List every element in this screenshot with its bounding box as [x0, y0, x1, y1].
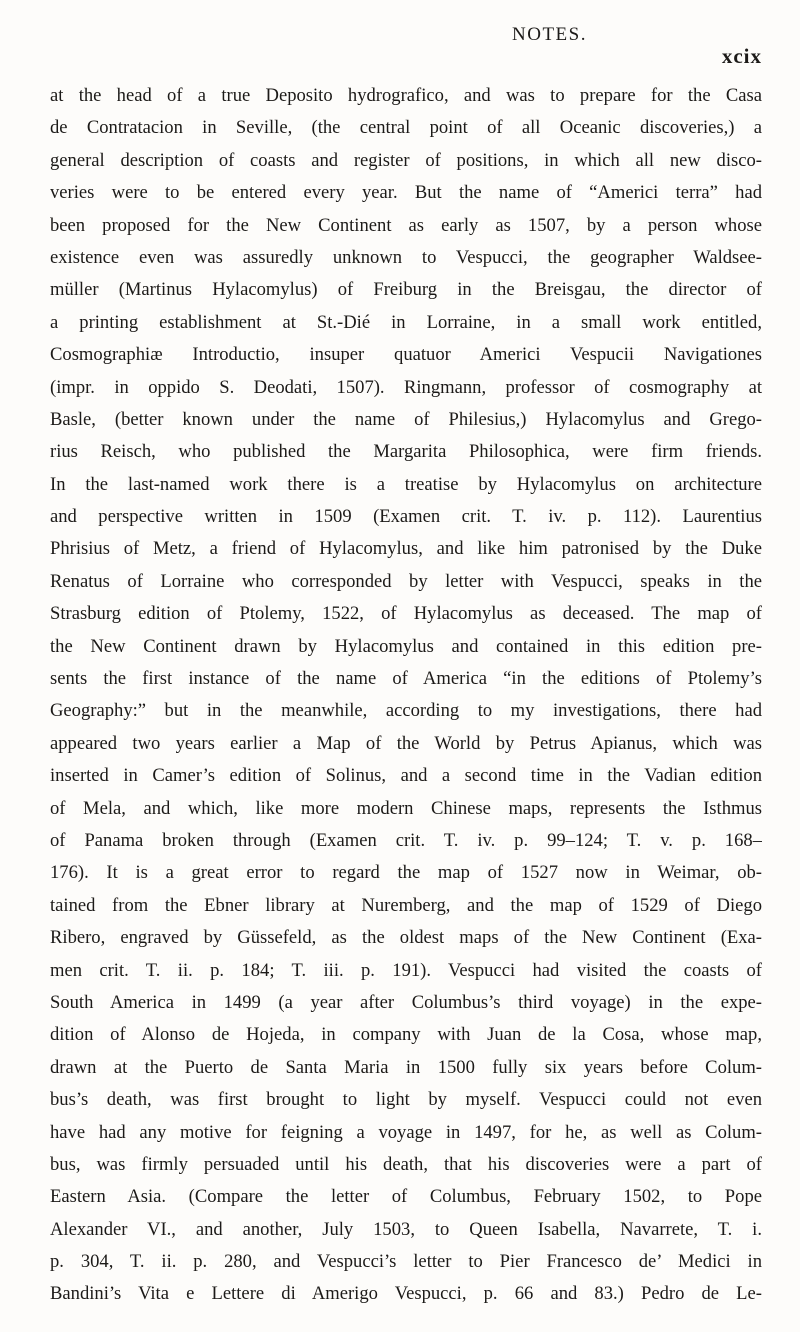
text-line: Cosmographiæ Introductio, insuper quatuor Americi Vespucii Navigationes — [50, 344, 762, 366]
text-line: Ribero, engraved by Güssefeld, as the oldest maps of the New Continent (Exa- — [50, 927, 762, 949]
text-line: of Panama broken through (Examen crit. T. iv. p. 99–124; T. v. p. 168– — [50, 829, 762, 851]
running-head: NOTES. — [512, 24, 587, 45]
text-line: Strasburg edition of Ptolemy, 1522, of Hylacomylus as deceased. The map of — [50, 603, 762, 625]
text-line: Bandini’s Vita e Lettere di Amerigo Vespucci, p. 66 and 83.) Pedro de Le- — [50, 1283, 762, 1305]
text-line: Eastern Asia. (Compare the letter of Columbus, February 1502, to Pope — [50, 1186, 762, 1208]
page-number: xcix — [721, 44, 762, 68]
text-line: have had any motive for feigning a voyage in 1497, for he, as well as Colum- — [50, 1121, 762, 1143]
text-line: the New Continent drawn by Hylacomylus and contained in this edition pre- — [50, 635, 762, 657]
text-line: bus, was firmly persuaded until his death, that his discoveries were a part of — [50, 1153, 762, 1175]
text-line: men crit. T. ii. p. 184; T. iii. p. 191). Vespucci had visited the coasts of — [50, 959, 762, 981]
text-line: a printing establishment at St.-Dié in Lorraine, in a small work entitled, — [50, 311, 762, 333]
text-line: In the last-named work there is a treatise by Hylacomylus on architecture — [50, 473, 762, 495]
text-line: drawn at the Puerto de Santa Maria in 1500 fully six years before Colum- — [50, 1056, 762, 1078]
text-line: of Mela, and which, like more modern Chinese maps, represents the Isthmus — [50, 797, 762, 819]
text-line: general description of coasts and register of positions, in which all new disco- — [50, 149, 762, 171]
text-line: inserted in Camer’s edition of Solinus, and a second time in the Vadian edition — [50, 765, 762, 787]
text-line: müller (Martinus Hylacomylus) of Freiburg in the Breisgau, the director of — [50, 279, 762, 301]
text-line: Geography:” but in the meanwhile, according to my investigations, there had — [50, 700, 762, 722]
text-line: (impr. in oppido S. Deodati, 1507). Ringmann, professor of cosmography at — [50, 376, 762, 398]
text-line: Renatus of Lorraine who corresponded by letter with Vespucci, speaks in the — [50, 570, 762, 592]
text-line: been proposed for the New Continent as early as 1507, by a person whose — [50, 214, 762, 236]
text-line: at the head of a true Deposito hydrografico, and was to prepare for the Casa — [50, 85, 762, 106]
text-line: rius Reisch, who published the Margarita Philosophica, were firm friends. — [50, 441, 762, 463]
text-line: dition of Alonso de Hojeda, in company with Juan de la Cosa, whose map, — [50, 1024, 762, 1046]
text-line: bus’s death, was first brought to light by myself. Vespucci could not even — [50, 1089, 762, 1111]
text-line: p. 304, T. ii. p. 280, and Vespucci’s letter to Pier Francesco de’ Medici in — [50, 1251, 762, 1273]
text-line: Basle, (better known under the name of Philesius,) Hylacomylus and Grego- — [50, 408, 762, 430]
text-line: sents the first instance of the name of America “in the editions of Ptolemy’s — [50, 668, 762, 690]
text-line: appeared two years earlier a Map of the World by Petrus Apianus, which was — [50, 732, 762, 754]
text-line: veries were to be entered every year. But the name of “Americi terra” had — [50, 182, 762, 204]
text-line: Phrisius of Metz, a friend of Hylacomylus, and like him patronised by the Duke — [50, 538, 762, 560]
text-line: tained from the Ebner library at Nuremberg, and the map of 1529 of Diego — [50, 894, 762, 916]
text-line: South America in 1499 (a year after Columbus’s third voyage) in the expe- — [50, 991, 762, 1013]
notes-paragraph — [50, 80, 762, 1311]
text-line: existence even was assuredly unknown to Vespucci, the geographer Waldsee- — [50, 246, 762, 268]
text-line: Alexander VI., and another, July 1503, to Queen Isabella, Navarrete, T. i. — [50, 1218, 762, 1240]
text-line: de Contratacion in Seville, (the central point of all Oceanic discoveries,) a — [50, 117, 762, 139]
text-line: and perspective written in 1509 (Examen crit. T. iv. p. 112). Laurentius — [50, 506, 762, 528]
text-line: 176). It is a great error to regard the map of 1527 now in Weimar, ob- — [50, 862, 762, 884]
